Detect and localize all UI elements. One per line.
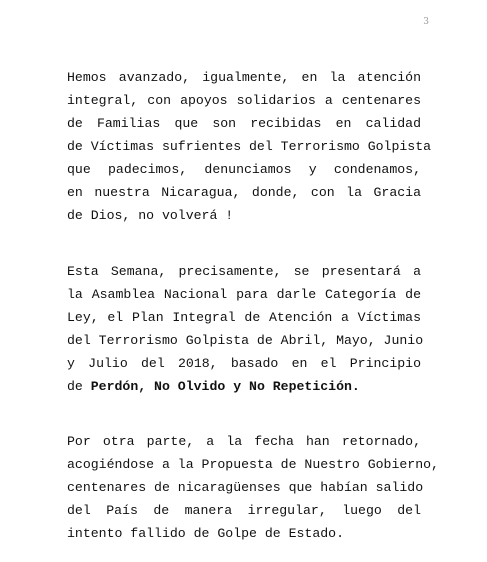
closing-suffix: . (351, 379, 360, 394)
paragraph-2-line-2: la Asamblea Nacional para darle Categoría de (67, 287, 421, 302)
emphasis-principle: Perdón, No Olvido y No Repetición (90, 379, 352, 394)
paragraph-3-line-2: acogiéndose a la Propuesta de Nuestro Gobierno, (67, 457, 439, 472)
paragraph-1-line-5: que padecimos, denunciamos y condenamos, (67, 162, 421, 177)
paragraph-1-line-4: de Víctimas sufrientes del Terrorismo Golpista (67, 139, 432, 154)
paragraph-1-line-1: Hemos avanzado, igualmente, en la atención (67, 70, 421, 85)
paragraph-1-line-6: en nuestra Nicaragua, donde, con la Gracia (67, 185, 421, 200)
paragraph-1-line-7: de Dios, no volverá ! (67, 208, 234, 223)
paragraph-2-line-4: del Terrorismo Golpista de Abril, Mayo, Junio (67, 333, 424, 348)
paragraph-3-line-3: centenares de nicaragüenses que habían salido (67, 480, 424, 495)
paragraph-2-line-5: y Julio del 2018, basado en el Principio (67, 356, 421, 371)
paragraph-3-line-5: intento fallido de Golpe de Estado. (67, 526, 344, 541)
paragraph-3-line-1: Por otra parte, a la fecha han retornado, (67, 434, 421, 449)
paragraph-3-line-4: del País de manera irregular, luego del (67, 503, 421, 518)
paragraph-2-line-3: Ley, el Plan Integral de Atención a Víctimas (67, 310, 421, 325)
paragraph-2-line-6 (67, 375, 421, 398)
page-number: 3 (423, 17, 429, 27)
paragraph-2-line-1: Esta Semana, precisamente, se presentará a (67, 264, 421, 279)
paragraph-1-line-3: de Familias que son recibidas en calidad (67, 116, 421, 131)
paragraph-1-line-2: integral, con apoyos solidarios a centenares (67, 93, 421, 108)
closing-prefix: de (67, 379, 91, 394)
